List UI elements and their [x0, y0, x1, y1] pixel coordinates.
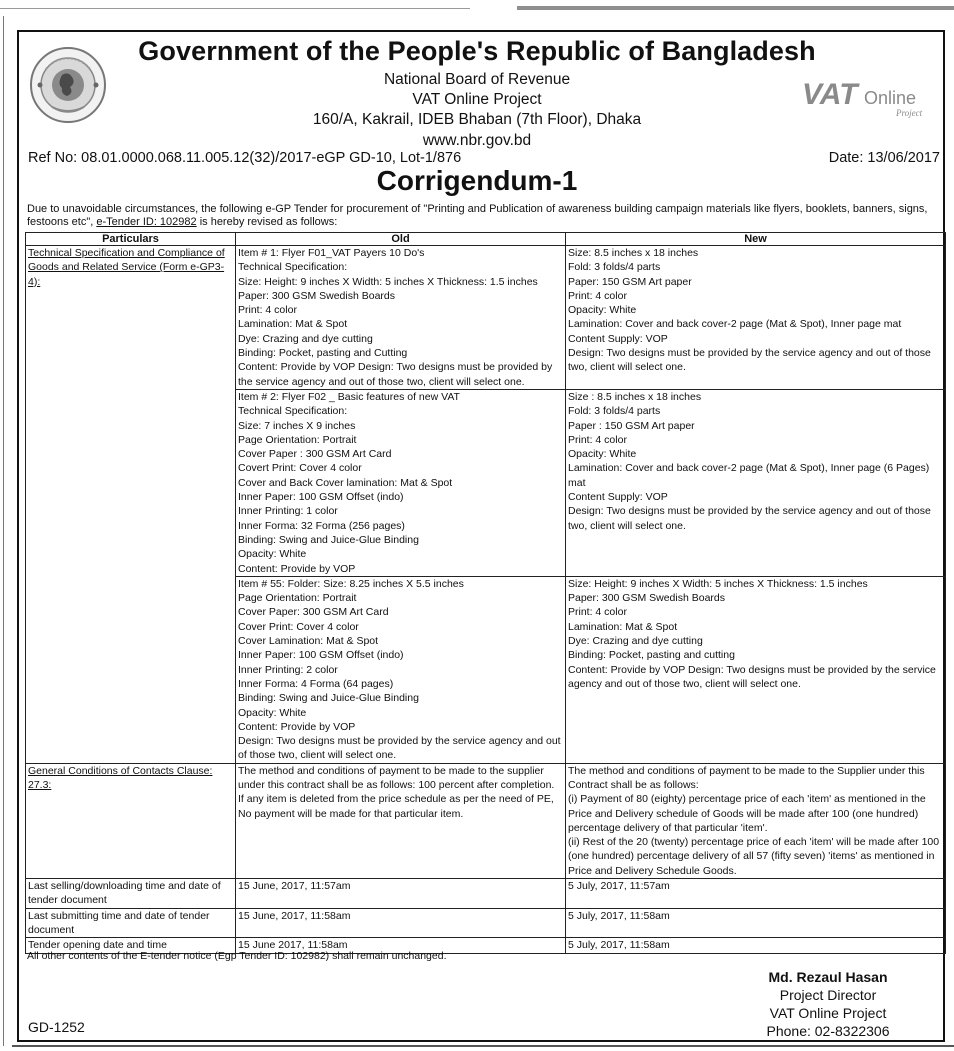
logo-sub-text: Online [864, 88, 917, 108]
new-line: Print: 4 color [568, 606, 627, 619]
new-cell [566, 246, 946, 390]
new-cell [566, 908, 946, 938]
gd-code: GD-1252 [28, 1019, 85, 1035]
old-cell [236, 389, 566, 576]
new-line: Paper: 300 GSM Swedish Boards [568, 592, 725, 605]
table-row [26, 763, 946, 878]
old-line: Item # 55: Folder: Size: 8.25 inches X 5.5 inches [238, 577, 464, 590]
old-line: 15 June, 2017, 11:58am [238, 909, 351, 922]
footer-note: All other contents of the E-tender notice (Egp Tender ID: 102982) shall remain unchanged. [27, 950, 447, 962]
particular-text: Last selling/downloading time and date of tender document [28, 880, 221, 907]
old-line: Lamination: Mat & Spot [238, 318, 348, 331]
old-line: Size: Height: 9 inches X Width: 5 inches X Thickness: 1.5 inches [238, 275, 538, 288]
old-line: Inner Paper: 100 GSM Offset (indo) [238, 491, 404, 504]
header-website: www.nbr.gov.bd [422, 132, 532, 149]
table-row [26, 246, 946, 390]
new-line: Content: Provide by VOP Design: Two designs must be provided by the service agency and out of those two, client will select one. [568, 663, 936, 690]
old-line: Inner Forma: 32 Forma (256 pages) [238, 519, 405, 532]
particulars-cell [26, 908, 236, 938]
document-date: Date: 13/06/2017 [828, 150, 940, 166]
old-line: Content: Provide by VOP Design: Two designs must be provided by the service agency and out of those two, client will select one. [238, 361, 553, 388]
new-line: (ii) Rest of the 20 (twenty) percentage price of each 'item' will be made after 100 (one hundred) percentage delivery of all 57 (fifty seven) 'items' as mentioned in Price and Delivery Schedule Goods. [568, 836, 940, 877]
old-line: Item # 1: Flyer F01_VAT Payers 10 Do's [238, 247, 425, 259]
particular-text: Last submitting time and date of tender document [28, 909, 210, 936]
new-line: Fold: 3 folds/4 parts [568, 261, 661, 274]
reference-number: Ref No: 08.01.0000.068.11.005.12(32)/2017-eGP GD-10, Lot-1/876 [28, 150, 462, 166]
old-cell [236, 879, 566, 909]
new-cell [566, 576, 946, 763]
new-line: Paper: 150 GSM Art paper [568, 275, 692, 288]
old-line: Cover Lamination: Mat & Spot [238, 635, 379, 648]
old-line: Inner Forma: 4 Forma (64 pages) [238, 677, 394, 690]
new-line: Design: Two designs must be provided by the service agency and out of those two, client will select one. [568, 505, 931, 532]
particulars-cell [26, 879, 236, 909]
new-line: The method and conditions of payment to be made to the Supplier under this Contract shall be as follows: [568, 764, 925, 791]
old-line: Item # 2: Flyer F02 _ Basic features of new VAT [238, 390, 460, 403]
old-line: Cover Paper: 300 GSM Art Card [238, 606, 389, 619]
logo-main-text: VAT [802, 78, 858, 111]
new-line: Opacity: White [568, 304, 637, 317]
old-line: Opacity: White [238, 706, 307, 719]
tender-id: e-Tender ID: 102982 [96, 215, 197, 228]
old-line: Binding: Pocket, pasting and Cutting [238, 347, 408, 360]
new-line: Content Supply: VOP [568, 491, 668, 504]
old-line: Paper: 300 GSM Swedish Boards [238, 289, 395, 302]
new-line: Lamination: Cover and back cover-2 page (Mat & Spot), Inner page mat [568, 318, 902, 331]
old-line: Size: 7 inches X 9 inches [238, 419, 356, 432]
column-header: New [566, 233, 946, 246]
new-line: 5 July, 2017, 11:58am [568, 909, 670, 922]
particular-text: Technical Specification and Compliance of Goods and Related Service (Form e-GP3-4): [28, 247, 225, 288]
old-cell [236, 908, 566, 938]
old-line: Design: Two designs must be provided by the service agency and out of those two, client will select one. [238, 735, 561, 762]
old-line: Inner Paper: 100 GSM Offset (indo) [238, 649, 404, 662]
old-line: Page Orientation: Portrait [238, 592, 357, 605]
old-cell [236, 246, 566, 390]
table-header-row [26, 233, 946, 246]
new-cell [566, 763, 946, 878]
old-line: The method and conditions of payment to be made to the supplier under this contract shall be as follows: 100 percent after completion. If any item is deleted from the price schedule as per the need of PE, No payment will be made for that particular item. [238, 764, 555, 820]
table-row [26, 908, 946, 938]
old-line: Inner Printing: 1 color [238, 505, 338, 518]
old-line: Content: Provide by VOP [238, 562, 356, 575]
old-line: Print: 4 color [238, 304, 297, 317]
header-address: 160/A, Kakrail, IDEB Bhaban (7th Floor), Dhaka [312, 111, 642, 128]
particular-text: Tender opening date and time [28, 939, 167, 952]
old-line: 15 June 2017, 11:58am [238, 939, 348, 952]
new-line: Print: 4 color [568, 433, 627, 446]
old-line: Binding: Swing and Juice-Glue Binding [238, 533, 419, 546]
top-rule-left [0, 8, 470, 9]
new-line: Design: Two designs must be provided by the service agency and out of those two, client will select one. [568, 347, 931, 374]
revision-table [25, 232, 946, 954]
new-line: 5 July, 2017, 11:58am [568, 939, 670, 952]
column-header: Old [236, 233, 566, 246]
header-board: National Board of Revenue [383, 71, 571, 88]
new-line: 5 July, 2017, 11:57am [568, 880, 670, 893]
signatory-name: Md. Rezaul Hasan [768, 969, 888, 985]
new-line: (i) Payment of 80 (eighty) percentage price of each 'item' as mentioned in the Price and Delivery schedule of Goods will be made after 100 (one hundred) percentage delivery of that particular 'item'. [568, 793, 926, 834]
old-line: Cover Paper : 300 GSM Art Card [238, 448, 392, 461]
old-line: Page Orientation: Portrait [238, 433, 357, 446]
signatory-title: Project Director [779, 987, 877, 1003]
new-line: Lamination: Mat & Spot [568, 620, 678, 633]
government-title: Government of the People's Republic of Bangladesh [138, 36, 816, 66]
signature-block [740, 968, 916, 1040]
new-cell [566, 938, 946, 953]
header-project: VAT Online Project [412, 91, 542, 108]
old-line: Inner Printing: 2 color [238, 663, 338, 676]
old-line: Cover and Back Cover lamination: Mat & Spot [238, 476, 453, 489]
new-line: Opacity: White [568, 448, 637, 461]
old-line: Technical Specification: [238, 405, 348, 418]
new-cell [566, 879, 946, 909]
logo-tag-text: Project [896, 108, 923, 118]
top-rule-right [517, 6, 954, 10]
signatory-org: VAT Online Project [769, 1005, 887, 1021]
old-line: 15 June, 2017, 11:57am [238, 880, 351, 893]
new-line: Dye: Crazing and dye cutting [568, 635, 703, 648]
new-line: Size: 8.5 inches x 18 inches [568, 247, 699, 259]
old-cell [236, 576, 566, 763]
page-title: Corrigendum-1 [376, 165, 578, 196]
old-line: Dye: Crazing and dye cutting [238, 332, 373, 345]
particulars-cell [26, 763, 236, 878]
intro-tail: is hereby revised as follows: [196, 215, 338, 228]
old-line: Technical Specification: [238, 261, 348, 274]
intro-paragraph [27, 203, 943, 228]
new-line: Fold: 3 folds/4 parts [568, 405, 661, 418]
old-line: Cover Print: Cover 4 color [238, 620, 359, 633]
old-line: Covert Print: Cover 4 color [238, 462, 362, 475]
new-line: Binding: Pocket, pasting and cutting [568, 649, 735, 662]
old-line: Opacity: White [238, 548, 307, 561]
old-cell [236, 763, 566, 878]
table-row [26, 879, 946, 909]
new-line: Size : 8.5 inches x 18 inches [568, 390, 702, 403]
new-line: Paper : 150 GSM Art paper [568, 419, 695, 432]
new-line: Content Supply: VOP [568, 332, 668, 345]
intro-text: Due to unavoidable circumstances, the following e-GP Tender for procurement of "Printing and Publication of awareness building campaign materials like flyers, booklets, banners, signs, festoons etc", [27, 203, 928, 228]
particulars-cell [26, 246, 236, 764]
frame-bottom-rule [12, 1045, 954, 1047]
new-cell [566, 389, 946, 576]
new-line: Size: Height: 9 inches X Width: 5 inches X Thickness: 1.5 inches [568, 577, 868, 590]
old-line: Binding: Swing and Juice-Glue Binding [238, 692, 419, 705]
new-line: Lamination: Cover and back cover-2 page (Mat & Spot), Inner page (6 Pages) mat [568, 462, 930, 489]
new-line: Print: 4 color [568, 289, 627, 302]
old-line: Content: Provide by VOP [238, 720, 356, 733]
column-header: Particulars [26, 233, 236, 246]
signatory-phone: Phone: 02-8322306 [766, 1023, 890, 1039]
particular-text: General Conditions of Contacts Clause: 27.3: [28, 764, 213, 791]
